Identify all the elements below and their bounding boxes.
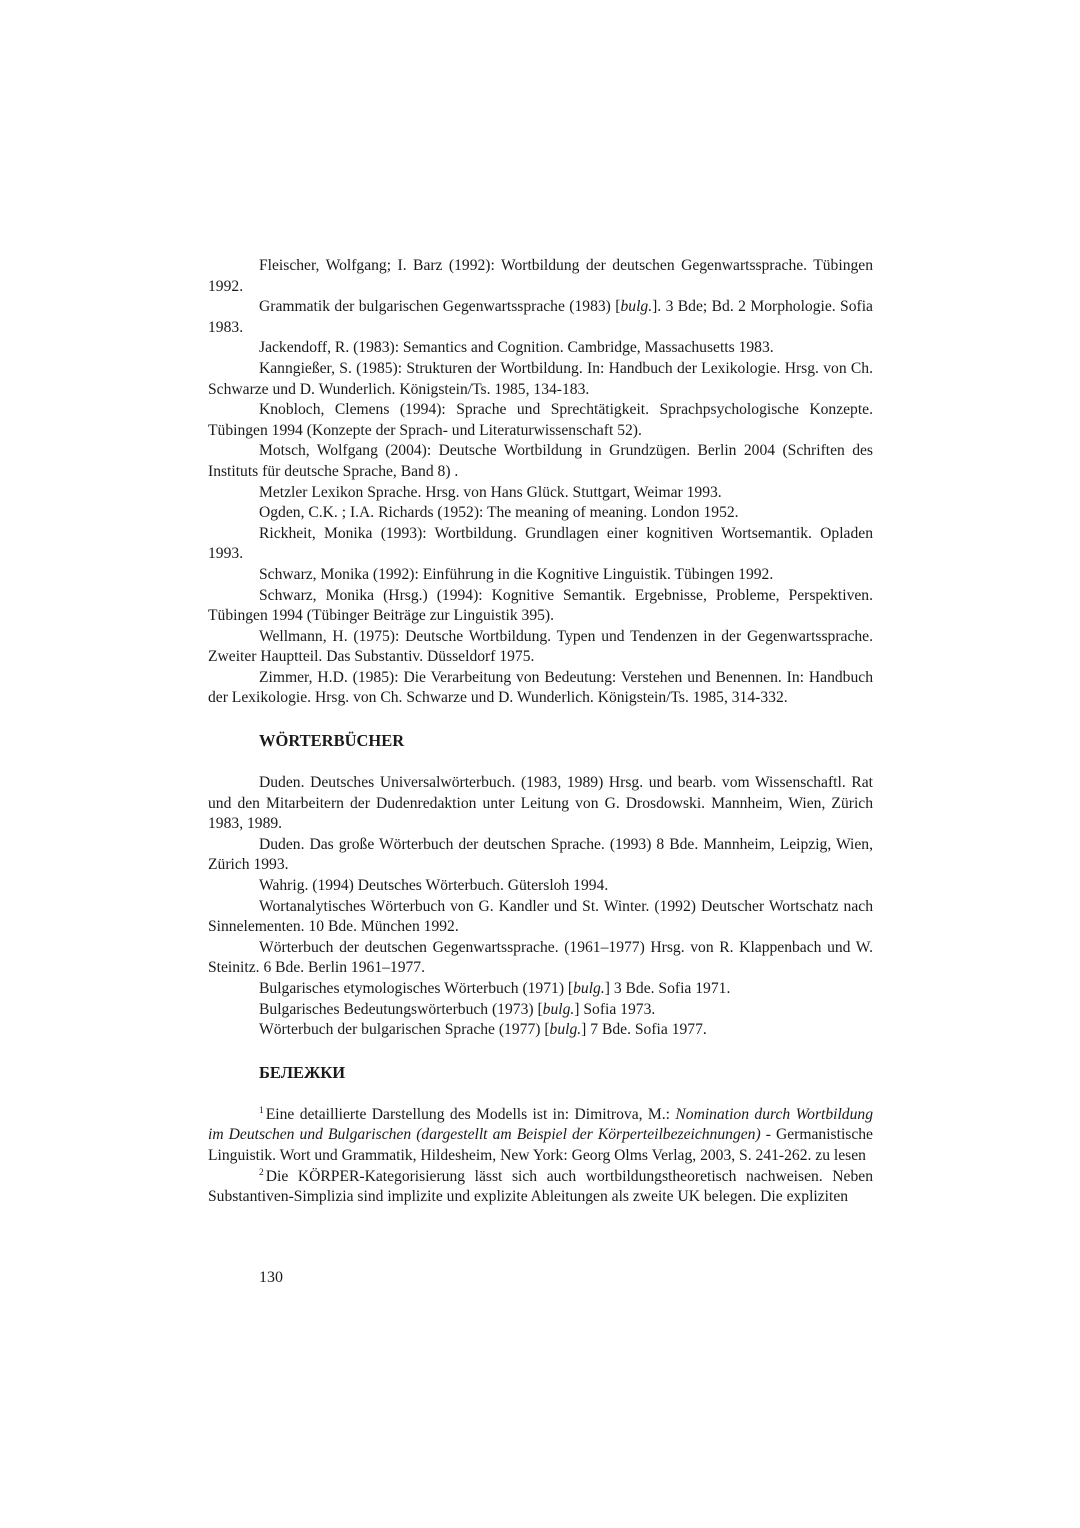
footnote xyxy=(208,1167,873,1208)
italic-text: bulg. xyxy=(573,980,605,997)
dictionary-entry xyxy=(208,938,873,979)
bibliography-entry xyxy=(208,586,873,627)
entry-text: Duden. Das große Wörterbuch der deutschen Sprache. (1993) 8 Bde. Mannheim, Leipzig, Wien, Zürich 1993. xyxy=(208,835,873,874)
entry-text: Wörterbuch der bulgarischen Sprache (1977) [ xyxy=(259,1021,550,1039)
entry-text: Metzler Lexikon Sprache. Hrsg. von Hans Glück. Stuttgart, Weimar 1993. xyxy=(259,483,722,501)
bibliography-entry xyxy=(208,441,873,482)
footnote xyxy=(208,1105,873,1167)
section-heading-woerterbuecher: WÖRTERBÜCHER xyxy=(259,731,405,751)
bibliography-list xyxy=(208,256,873,709)
bibliography-entry xyxy=(208,668,873,709)
entry-text: Zimmer, H.D. (1985): Die Verarbeitung von Bedeutung: Verstehen und Benennen. In: Handbuch der Lexikologie. Hrsg. von Ch. Schwarze und D. Wunderlich. Königstein/Ts. 1985, 314-332. xyxy=(208,668,873,707)
entry-text: Duden. Deutsches Universalwörterbuch. (1983, 1989) Hrsg. und bearb. vom Wissenschaftl. Rat und den Mitarbeitern der Dudenredaktion unter Leitung von G. Drosdowski. Mannheim, Wien, Zürich 1983, 1989. xyxy=(208,774,873,833)
entry-text: - Germanistische Linguistik. Wort und Grammatik, Hildesheim, New York: Georg Olms Verlag, 2003, S. 241-262. zu lesen xyxy=(208,1126,873,1164)
document-page xyxy=(208,256,873,1208)
entry-text: Die KÖRPER-Kategorisierung lässt sich auch wortbildungstheoretisch nachweisen. Neben Substantiven-Simplizia sind implizite und explizite Ableitungen als zweite UK belegen. Die expliziten xyxy=(208,1167,873,1206)
entry-text: Grammatik der bulgarischen Gegenwartssprache (1983) [ xyxy=(259,298,621,316)
italic-text: bulg. xyxy=(542,1000,575,1018)
entry-text: ] Sofia 1973. xyxy=(574,1000,656,1018)
bibliography-entry xyxy=(208,400,873,441)
entry-text: Wahrig. (1994) Deutsches Wörterbuch. Gütersloh 1994. xyxy=(259,877,609,895)
dictionary-list xyxy=(208,773,873,1041)
bibliography-entry xyxy=(208,483,873,504)
italic-text: bulg. xyxy=(620,298,653,316)
bibliography-entry xyxy=(208,627,873,668)
entry-text: Fleischer, Wolfgang; I. Barz (1992): Wortbildung der deutschen Gegenwartssprache. Tübingen 1992. xyxy=(208,257,873,295)
dictionary-entry xyxy=(208,876,873,897)
footnotes-list xyxy=(208,1105,873,1208)
entry-text: ] 7 Bde. Sofia 1977. xyxy=(581,1021,707,1039)
bibliography-entry xyxy=(208,338,873,359)
entry-text: ]. 3 Bde; Bd. 2 Morphologie. Sofia 1983. xyxy=(208,298,873,336)
entry-text: Motsch, Wolfgang (2004): Deutsche Wortbildung in Grundzügen. Berlin 2004 (Schriften des Instituts für deutsche Sprache, Band 8) . xyxy=(208,442,873,480)
entry-text: Bulgarisches Bedeutungswörterbuch (1973) [ xyxy=(259,1000,543,1018)
dictionary-entry xyxy=(208,979,873,1000)
entry-text: Wellmann, H. (1975): Deutsche Wortbildung. Typen und Tendenzen in der Gegenwartssprache. Zweiter Hauptteil. Das Substantiv. Düsseldorf 1975. xyxy=(208,627,873,666)
bibliography-entry xyxy=(208,297,873,338)
entry-text: Rickheit, Monika (1993): Wortbildung. Grundlagen einer kognitiven Wortsemantik. Opladen 1993. xyxy=(208,524,873,563)
entry-text: Wörterbuch der deutschen Gegenwartssprache. (1961–1977) Hrsg. von R. Klappenbach und W. Steinitz. 6 Bde. Berlin 1961–1977. xyxy=(208,938,873,977)
entry-text: Eine detaillierte Darstellung des Modells ist in: Dimitrova, M.: xyxy=(265,1105,676,1123)
footnote-marker: 1 xyxy=(259,1105,264,1116)
entry-text: Schwarz, Monika (1992): Einführung in die Kognitive Linguistik. Tübingen 1992. xyxy=(259,565,774,583)
dictionary-entry xyxy=(208,773,873,835)
entry-text: Bulgarisches etymologisches Wörterbuch (1971) [ xyxy=(259,980,574,997)
bibliography-entry xyxy=(208,503,873,524)
entry-text: Ogden, C.K. ; I.A. Richards (1952): The meaning of meaning. London 1952. xyxy=(259,504,739,522)
entry-text: ] 3 Bde. Sofia 1971. xyxy=(604,980,731,997)
bibliography-entry xyxy=(208,524,873,565)
bibliography-entry xyxy=(208,359,873,400)
bibliography-entry xyxy=(208,256,873,297)
entry-text: Schwarz, Monika (Hrsg.) (1994): Kognitive Semantik. Ergebnisse, Probleme, Perspektiven. Tübingen 1994 (Tübinger Beiträge zur Linguistik 395). xyxy=(208,586,873,625)
entry-text: Jackendoff, R. (1983): Semantics and Cognition. Cambridge, Massachusetts 1983. xyxy=(259,339,774,357)
entry-text: Kanngießer, S. (1985): Strukturen der Wortbildung. In: Handbuch der Lexikologie. Hrsg. von Ch. Schwarze und D. Wunderlich. Königstein/Ts. 1985, 134-183. xyxy=(208,359,873,398)
italic-text: Nomination durch Wortbildung im Deutschen und Bulgarischen (dargestellt am Beispiel der Körperteilbezeichnungen) xyxy=(208,1105,873,1144)
dictionary-entry xyxy=(208,1020,873,1041)
page-number: 130 xyxy=(259,1269,283,1286)
dictionary-entry xyxy=(208,835,873,876)
dictionary-entry xyxy=(208,897,873,938)
bibliography-entry xyxy=(208,565,873,586)
dictionary-entry xyxy=(208,1000,873,1021)
footnote-marker: 2 xyxy=(259,1167,264,1178)
italic-text: bulg. xyxy=(549,1021,582,1039)
section-heading-notes: БЕЛЕЖКИ xyxy=(259,1062,346,1082)
entry-text: Knobloch, Clemens (1994): Sprache und Sprechtätigkeit. Sprachpsychologische Konzepte. Tübingen 1994 (Konzepte der Sprach- und Literaturwissenschaft 52). xyxy=(208,401,873,439)
entry-text: Wortanalytisches Wörterbuch von G. Kandler und St. Winter. (1992) Deutscher Wortschatz nach Sinnelementen. 10 Bde. München 1992. xyxy=(208,897,873,936)
